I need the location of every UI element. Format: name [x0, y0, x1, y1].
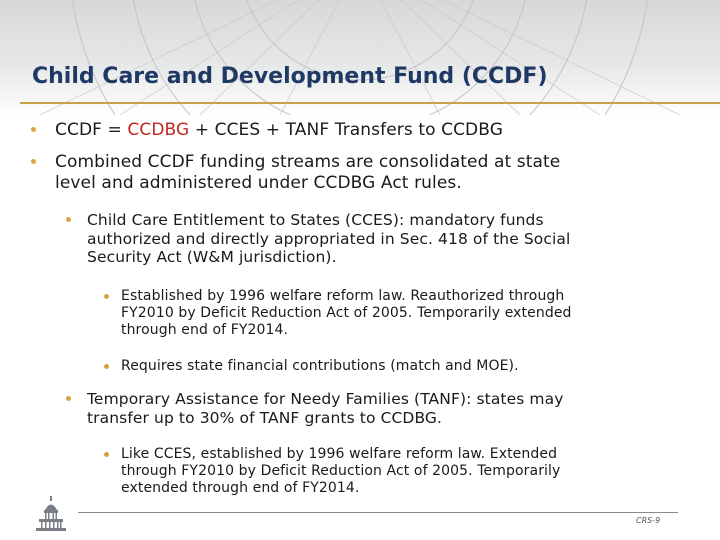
bullet-cces-established: [121, 288, 572, 339]
bullet-state-match: [121, 358, 519, 375]
bullet-line: FY2010 by Deficit Reduction Act of 2005. Temporarily extended: [121, 305, 572, 321]
bullet-line: extended through end of FY2014.: [121, 480, 360, 496]
bullet-dot: [66, 396, 71, 401]
footer-divider: [78, 512, 678, 513]
page-title: Child Care and Development Fund (CCDF): [32, 64, 548, 89]
bullet-line: authorized and directly appropriated in Sec. 418 of the Social: [87, 229, 571, 248]
bullet-line: Security Act (W&M jurisdiction).: [87, 248, 337, 266]
bullet-line: Requires state financial contributions (match and MOE).: [121, 358, 519, 374]
bullet-line: Combined CCDF funding streams are consolidated at state: [55, 152, 561, 172]
formula-prefix: CCDF =: [55, 120, 128, 140]
bullet-combined-funding: [55, 152, 560, 194]
bullet-cces: [87, 211, 570, 267]
bullet-dot: [31, 159, 36, 164]
formula-suffix: + CCES + TANF Transfers to CCDBG: [189, 120, 503, 140]
bullet-dot: [31, 127, 36, 132]
bullet-dot: [104, 294, 109, 299]
bullet-line: through FY2010 by Deficit Reduction Act of 2005. Temporarily: [121, 463, 561, 479]
bullet-line: level and administered under CCDBG Act rules.: [55, 173, 462, 193]
bullet-tanf-established: [121, 446, 560, 497]
bullet-tanf: [87, 390, 564, 427]
capitol-dome-background: [0, 0, 720, 115]
bullet-line: Like CCES, established by 1996 welfare reform law. Extended: [121, 446, 558, 462]
bullet-dot: [66, 217, 71, 222]
bullet-line: through end of FY2014.: [121, 322, 289, 338]
bullet-dot: [104, 452, 109, 457]
bullet-line: transfer up to 30% of TANF grants to CCDBG.: [87, 408, 443, 427]
bullet-line: Child Care Entitlement to States (CCES): mandatory funds: [87, 211, 544, 229]
capitol-logo-icon: [36, 496, 66, 536]
formula-highlight-ccdbg: CCDBG: [127, 120, 190, 140]
title-divider: [20, 102, 720, 104]
page-number: CRS-9: [636, 516, 661, 525]
bullet-line: Established by 1996 welfare reform law. Reauthorized through: [121, 288, 565, 304]
bullet-line: Temporary Assistance for Needy Families (TANF): states may: [87, 390, 564, 408]
bullet-ccdf-formula: [55, 120, 503, 141]
bullet-dot: [104, 364, 109, 369]
